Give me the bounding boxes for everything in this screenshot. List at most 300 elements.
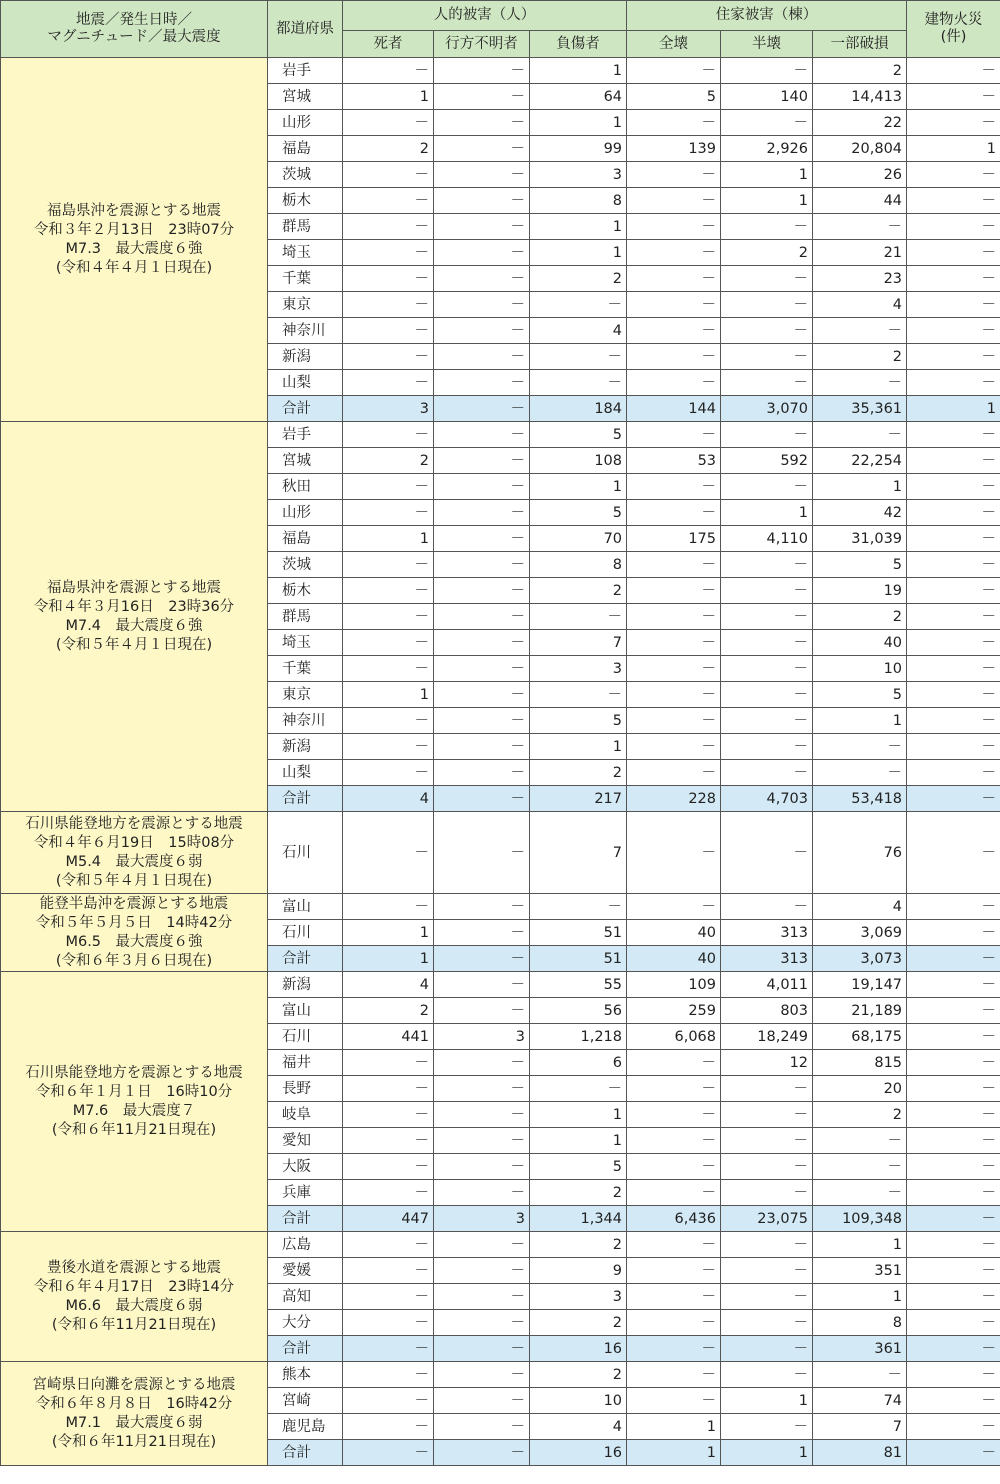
header-deaths: 死者 <box>343 31 434 58</box>
partial-damage-cell: 23 <box>813 266 907 292</box>
half-collapse-cell: － <box>721 734 813 760</box>
table-row <box>1 1232 1000 1258</box>
half-collapse-cell: 2 <box>721 240 813 266</box>
deaths-cell: － <box>343 630 434 656</box>
injured-cell: 2 <box>530 1180 627 1206</box>
deaths-cell: － <box>343 1154 434 1180</box>
event-line: 福島県沖を震源とする地震 <box>47 202 221 219</box>
half-collapse-cell: － <box>721 760 813 786</box>
event-line: M5.4 最大震度６弱 <box>65 853 203 870</box>
missing-cell: － <box>434 84 530 110</box>
total-collapse-cell: 1 <box>627 1414 721 1440</box>
half-collapse-cell: 4,011 <box>721 972 813 998</box>
missing-cell: － <box>434 946 530 972</box>
prefecture-cell: 新潟 <box>268 344 343 370</box>
half-collapse-cell: － <box>721 1310 813 1336</box>
event-line: 令和４年３月16日 23時36分 <box>33 598 235 615</box>
deaths-cell: 1 <box>343 84 434 110</box>
injured-cell: 8 <box>530 552 627 578</box>
missing-cell: － <box>434 1362 530 1388</box>
total-collapse-cell: － <box>627 682 721 708</box>
prefecture-cell: 大分 <box>268 1310 343 1336</box>
total-collapse-cell: － <box>627 474 721 500</box>
fire-cell: － <box>907 500 1000 526</box>
total-collapse-cell: － <box>627 630 721 656</box>
partial-damage-cell: 74 <box>813 1388 907 1414</box>
partial-damage-cell: 14,413 <box>813 84 907 110</box>
total-collapse-cell: － <box>627 344 721 370</box>
missing-cell: － <box>434 604 530 630</box>
prefecture-cell: 山形 <box>268 500 343 526</box>
partial-damage-cell: 351 <box>813 1258 907 1284</box>
missing-cell: － <box>434 1180 530 1206</box>
table-row <box>1 1362 1000 1388</box>
header-event: 地震／発生日時／ マグニチュード／最大震度 <box>1 1 268 58</box>
fire-cell: － <box>907 972 1000 998</box>
injured-cell: 16 <box>530 1336 627 1362</box>
deaths-cell: － <box>343 760 434 786</box>
partial-damage-cell: － <box>813 760 907 786</box>
event-description <box>1 58 268 422</box>
injured-cell: 3 <box>530 162 627 188</box>
deaths-cell: － <box>343 1414 434 1440</box>
injured-cell: 1 <box>530 240 627 266</box>
prefecture-cell: 茨城 <box>268 162 343 188</box>
deaths-cell: － <box>343 1076 434 1102</box>
missing-cell: － <box>434 656 530 682</box>
prefecture-cell: 新潟 <box>268 972 343 998</box>
event-line: 令和３年２月13日 23時07分 <box>33 221 235 238</box>
half-collapse-cell: － <box>721 1336 813 1362</box>
deaths-cell: － <box>343 1336 434 1362</box>
deaths-cell: － <box>343 266 434 292</box>
deaths-cell: － <box>343 1180 434 1206</box>
total-label: 合計 <box>268 1440 343 1466</box>
fire-cell: 1 <box>907 396 1000 422</box>
half-collapse-cell: － <box>721 58 813 84</box>
missing-cell: － <box>434 1336 530 1362</box>
missing-cell: － <box>434 474 530 500</box>
deaths-cell: － <box>343 240 434 266</box>
total-collapse-cell: － <box>627 1336 721 1362</box>
total-collapse-cell: 109 <box>627 972 721 998</box>
partial-damage-cell: 10 <box>813 656 907 682</box>
injured-cell: 64 <box>530 84 627 110</box>
deaths-cell: － <box>343 1050 434 1076</box>
total-collapse-cell: － <box>627 1310 721 1336</box>
total-collapse-cell: － <box>627 812 721 894</box>
injured-cell: 5 <box>530 500 627 526</box>
fire-cell: － <box>907 370 1000 396</box>
injured-cell: 16 <box>530 1440 627 1466</box>
event-description <box>1 1362 268 1466</box>
injured-cell: 6 <box>530 1050 627 1076</box>
injured-cell: － <box>530 344 627 370</box>
header-missing: 行方不明者 <box>434 31 530 58</box>
fire-cell: － <box>907 760 1000 786</box>
half-collapse-cell: － <box>721 474 813 500</box>
total-collapse-cell: 40 <box>627 920 721 946</box>
event-description <box>1 812 268 894</box>
injured-cell: 4 <box>530 318 627 344</box>
fire-cell: － <box>907 656 1000 682</box>
half-collapse-cell: － <box>721 266 813 292</box>
injured-cell: 1,218 <box>530 1024 627 1050</box>
fire-cell: － <box>907 318 1000 344</box>
fire-cell: － <box>907 214 1000 240</box>
partial-damage-cell: 2 <box>813 344 907 370</box>
half-collapse-cell: － <box>721 812 813 894</box>
half-collapse-cell: － <box>721 214 813 240</box>
header-prefecture: 都道府県 <box>268 1 343 58</box>
deaths-cell: 4 <box>343 786 434 812</box>
event-line: 宮崎県日向灘を震源とする地震 <box>32 1376 236 1393</box>
table-row <box>1 894 1000 920</box>
deaths-cell: － <box>343 812 434 894</box>
missing-cell: － <box>434 292 530 318</box>
prefecture-cell: 新潟 <box>268 734 343 760</box>
fire-cell: － <box>907 344 1000 370</box>
prefecture-cell: 山梨 <box>268 760 343 786</box>
prefecture-cell: 鹿児島 <box>268 1414 343 1440</box>
injured-cell: － <box>530 1076 627 1102</box>
missing-cell: － <box>434 136 530 162</box>
prefecture-cell: 秋田 <box>268 474 343 500</box>
partial-damage-cell: 22 <box>813 110 907 136</box>
prefecture-cell: 熊本 <box>268 1362 343 1388</box>
injured-cell: 3 <box>530 1284 627 1310</box>
missing-cell: － <box>434 1284 530 1310</box>
prefecture-cell: 岐阜 <box>268 1102 343 1128</box>
missing-cell: － <box>434 500 530 526</box>
prefecture-cell: 神奈川 <box>268 318 343 344</box>
injured-cell: 1 <box>530 734 627 760</box>
half-collapse-cell: － <box>721 1180 813 1206</box>
deaths-cell: 2 <box>343 448 434 474</box>
missing-cell: － <box>434 1050 530 1076</box>
deaths-cell: － <box>343 1388 434 1414</box>
partial-damage-cell: － <box>813 422 907 448</box>
missing-cell: － <box>434 630 530 656</box>
header-total-collapse: 全壊 <box>627 31 721 58</box>
fire-cell: － <box>907 998 1000 1024</box>
event-line: 石川県能登地方を震源とする地震 <box>25 815 243 832</box>
injured-cell: 1 <box>530 474 627 500</box>
prefecture-cell: 茨城 <box>268 552 343 578</box>
fire-cell: － <box>907 604 1000 630</box>
deaths-cell: 2 <box>343 136 434 162</box>
partial-damage-cell: 4 <box>813 292 907 318</box>
total-collapse-cell: － <box>627 188 721 214</box>
event-line: 令和５年５月５日 14時42分 <box>35 914 233 931</box>
prefecture-cell: 愛媛 <box>268 1258 343 1284</box>
half-collapse-cell: － <box>721 1232 813 1258</box>
half-collapse-cell: 592 <box>721 448 813 474</box>
fire-cell: － <box>907 1154 1000 1180</box>
total-collapse-cell: － <box>627 1284 721 1310</box>
event-description <box>1 422 268 812</box>
total-collapse-cell: － <box>627 500 721 526</box>
deaths-cell: － <box>343 370 434 396</box>
prefecture-cell: 石川 <box>268 812 343 894</box>
total-collapse-cell: 1 <box>627 1440 721 1466</box>
partial-damage-cell: 22,254 <box>813 448 907 474</box>
injured-cell: － <box>530 370 627 396</box>
total-label: 合計 <box>268 946 343 972</box>
injured-cell: 184 <box>530 396 627 422</box>
fire-cell: － <box>907 266 1000 292</box>
missing-cell: － <box>434 1258 530 1284</box>
event-line: (令和６年３月６日現在) <box>55 952 213 969</box>
deaths-cell: － <box>343 1310 434 1336</box>
deaths-cell: 3 <box>343 396 434 422</box>
total-collapse-cell: 5 <box>627 84 721 110</box>
injured-cell: 99 <box>530 136 627 162</box>
prefecture-cell: 神奈川 <box>268 708 343 734</box>
partial-damage-cell: 2 <box>813 58 907 84</box>
fire-cell: － <box>907 920 1000 946</box>
total-collapse-cell: － <box>627 214 721 240</box>
missing-cell: － <box>434 214 530 240</box>
injured-cell: 108 <box>530 448 627 474</box>
injured-cell: 217 <box>530 786 627 812</box>
partial-damage-cell: 1 <box>813 708 907 734</box>
injured-cell: 3 <box>530 656 627 682</box>
prefecture-cell: 山形 <box>268 110 343 136</box>
fire-cell: － <box>907 812 1000 894</box>
deaths-cell: － <box>343 292 434 318</box>
fire-cell: － <box>907 894 1000 920</box>
prefecture-cell: 富山 <box>268 998 343 1024</box>
deaths-cell: － <box>343 734 434 760</box>
event-line: M7.3 最大震度６強 <box>65 240 203 257</box>
half-collapse-cell: － <box>721 578 813 604</box>
missing-cell: － <box>434 110 530 136</box>
deaths-cell: 447 <box>343 1206 434 1232</box>
missing-cell: － <box>434 1128 530 1154</box>
half-collapse-cell: 12 <box>721 1050 813 1076</box>
partial-damage-cell: － <box>813 214 907 240</box>
event-line: (令和６年11月21日現在) <box>51 1121 217 1138</box>
fire-cell: － <box>907 84 1000 110</box>
injured-cell: 51 <box>530 920 627 946</box>
fire-cell: － <box>907 1180 1000 1206</box>
deaths-cell: － <box>343 110 434 136</box>
half-collapse-cell: － <box>721 1362 813 1388</box>
injured-cell: 10 <box>530 1388 627 1414</box>
partial-damage-cell: 2 <box>813 604 907 630</box>
total-collapse-cell: － <box>627 578 721 604</box>
event-line: 令和６年４月17日 23時14分 <box>33 1278 235 1295</box>
missing-cell: － <box>434 1232 530 1258</box>
total-collapse-cell: － <box>627 1362 721 1388</box>
partial-damage-cell: 40 <box>813 630 907 656</box>
event-line: M7.1 最大震度６弱 <box>65 1414 203 1431</box>
injured-cell: 7 <box>530 812 627 894</box>
deaths-cell: － <box>343 214 434 240</box>
total-collapse-cell: － <box>627 1102 721 1128</box>
event-line: (令和６年11月21日現在) <box>51 1433 217 1450</box>
missing-cell: － <box>434 998 530 1024</box>
event-description <box>1 894 268 972</box>
event-line: M6.6 最大震度６弱 <box>65 1297 203 1314</box>
missing-cell: － <box>434 708 530 734</box>
partial-damage-cell: 21,189 <box>813 998 907 1024</box>
total-collapse-cell: － <box>627 708 721 734</box>
injured-cell: 2 <box>530 578 627 604</box>
deaths-cell: － <box>343 894 434 920</box>
missing-cell: － <box>434 894 530 920</box>
fire-cell: － <box>907 1024 1000 1050</box>
deaths-cell: － <box>343 1102 434 1128</box>
event-line: 令和６年８月８日 16時42分 <box>35 1395 233 1412</box>
event-line: 令和６年１月１日 16時10分 <box>35 1083 233 1100</box>
half-collapse-cell: 1 <box>721 1388 813 1414</box>
missing-cell: － <box>434 682 530 708</box>
fire-cell: － <box>907 682 1000 708</box>
event-line: 能登半島沖を震源とする地震 <box>39 895 229 912</box>
missing-cell: － <box>434 1154 530 1180</box>
deaths-cell: － <box>343 188 434 214</box>
partial-damage-cell: － <box>813 318 907 344</box>
injured-cell: 5 <box>530 708 627 734</box>
half-collapse-cell: － <box>721 552 813 578</box>
prefecture-cell: 群馬 <box>268 214 343 240</box>
fire-cell: － <box>907 1050 1000 1076</box>
fire-cell: － <box>907 946 1000 972</box>
partial-damage-cell: － <box>813 734 907 760</box>
partial-damage-cell: 2 <box>813 1102 907 1128</box>
partial-damage-cell: 1 <box>813 1284 907 1310</box>
total-collapse-cell: － <box>627 1128 721 1154</box>
injured-cell: 5 <box>530 422 627 448</box>
prefecture-cell: 石川 <box>268 1024 343 1050</box>
half-collapse-cell: 4,703 <box>721 786 813 812</box>
prefecture-cell: 広島 <box>268 1232 343 1258</box>
prefecture-cell: 埼玉 <box>268 240 343 266</box>
fire-cell: － <box>907 1232 1000 1258</box>
table-row <box>1 422 1000 448</box>
fire-cell: － <box>907 422 1000 448</box>
deaths-cell: － <box>343 500 434 526</box>
missing-cell: － <box>434 920 530 946</box>
total-label: 合計 <box>268 1206 343 1232</box>
half-collapse-cell: － <box>721 894 813 920</box>
missing-cell: 3 <box>434 1206 530 1232</box>
half-collapse-cell: － <box>721 1258 813 1284</box>
partial-damage-cell: 8 <box>813 1310 907 1336</box>
total-collapse-cell: 53 <box>627 448 721 474</box>
prefecture-cell: 東京 <box>268 292 343 318</box>
injured-cell: 2 <box>530 760 627 786</box>
missing-cell: － <box>434 1102 530 1128</box>
prefecture-cell: 栃木 <box>268 578 343 604</box>
partial-damage-cell: 815 <box>813 1050 907 1076</box>
missing-cell: － <box>434 448 530 474</box>
total-collapse-cell: 139 <box>627 136 721 162</box>
fire-cell: － <box>907 110 1000 136</box>
prefecture-cell: 千葉 <box>268 266 343 292</box>
total-collapse-cell: － <box>627 318 721 344</box>
total-collapse-cell: 259 <box>627 998 721 1024</box>
header-building-fire: 建物火災 (件) <box>907 1 1000 58</box>
injured-cell: 70 <box>530 526 627 552</box>
injured-cell: 7 <box>530 630 627 656</box>
missing-cell: － <box>434 318 530 344</box>
partial-damage-cell: 31,039 <box>813 526 907 552</box>
partial-damage-cell: 1 <box>813 474 907 500</box>
injured-cell: 1,344 <box>530 1206 627 1232</box>
deaths-cell: 1 <box>343 946 434 972</box>
partial-damage-cell: － <box>813 370 907 396</box>
partial-damage-cell: 1 <box>813 1232 907 1258</box>
injured-cell: 1 <box>530 1128 627 1154</box>
missing-cell: － <box>434 552 530 578</box>
total-collapse-cell: － <box>627 1232 721 1258</box>
fire-cell: － <box>907 1336 1000 1362</box>
missing-cell: 3 <box>434 1024 530 1050</box>
missing-cell: － <box>434 1076 530 1102</box>
half-collapse-cell: 313 <box>721 946 813 972</box>
fire-cell: － <box>907 448 1000 474</box>
fire-cell: － <box>907 1206 1000 1232</box>
total-collapse-cell: － <box>627 894 721 920</box>
total-collapse-cell: － <box>627 1258 721 1284</box>
prefecture-cell: 埼玉 <box>268 630 343 656</box>
missing-cell: － <box>434 370 530 396</box>
partial-damage-cell: 35,361 <box>813 396 907 422</box>
injured-cell: 1 <box>530 1102 627 1128</box>
missing-cell: － <box>434 760 530 786</box>
deaths-cell: 1 <box>343 526 434 552</box>
fire-cell: 1 <box>907 136 1000 162</box>
fire-cell: － <box>907 552 1000 578</box>
total-label: 合計 <box>268 1336 343 1362</box>
missing-cell: － <box>434 344 530 370</box>
missing-cell: － <box>434 972 530 998</box>
half-collapse-cell: 3,070 <box>721 396 813 422</box>
event-line: 石川県能登地方を震源とする地震 <box>25 1064 243 1081</box>
prefecture-cell: 岩手 <box>268 58 343 84</box>
missing-cell: － <box>434 1388 530 1414</box>
injured-cell: － <box>530 682 627 708</box>
partial-damage-cell: 42 <box>813 500 907 526</box>
half-collapse-cell: － <box>721 1128 813 1154</box>
partial-damage-cell: 3,073 <box>813 946 907 972</box>
event-line: M7.4 最大震度６強 <box>65 617 203 634</box>
fire-cell: － <box>907 1388 1000 1414</box>
deaths-cell: 1 <box>343 682 434 708</box>
deaths-cell: － <box>343 58 434 84</box>
total-collapse-cell: － <box>627 266 721 292</box>
partial-damage-cell: 109,348 <box>813 1206 907 1232</box>
deaths-cell: － <box>343 1258 434 1284</box>
total-label: 合計 <box>268 786 343 812</box>
partial-damage-cell: 19 <box>813 578 907 604</box>
partial-damage-cell: 7 <box>813 1414 907 1440</box>
injured-cell: 2 <box>530 1362 627 1388</box>
total-collapse-cell: 6,436 <box>627 1206 721 1232</box>
total-collapse-cell: 228 <box>627 786 721 812</box>
half-collapse-cell: － <box>721 1102 813 1128</box>
partial-damage-cell: 4 <box>813 894 907 920</box>
half-collapse-cell: － <box>721 708 813 734</box>
missing-cell: － <box>434 58 530 84</box>
header-house-damage: 住家被害（棟） <box>627 1 907 31</box>
total-collapse-cell: － <box>627 1180 721 1206</box>
total-collapse-cell: － <box>627 240 721 266</box>
deaths-cell: － <box>343 1440 434 1466</box>
